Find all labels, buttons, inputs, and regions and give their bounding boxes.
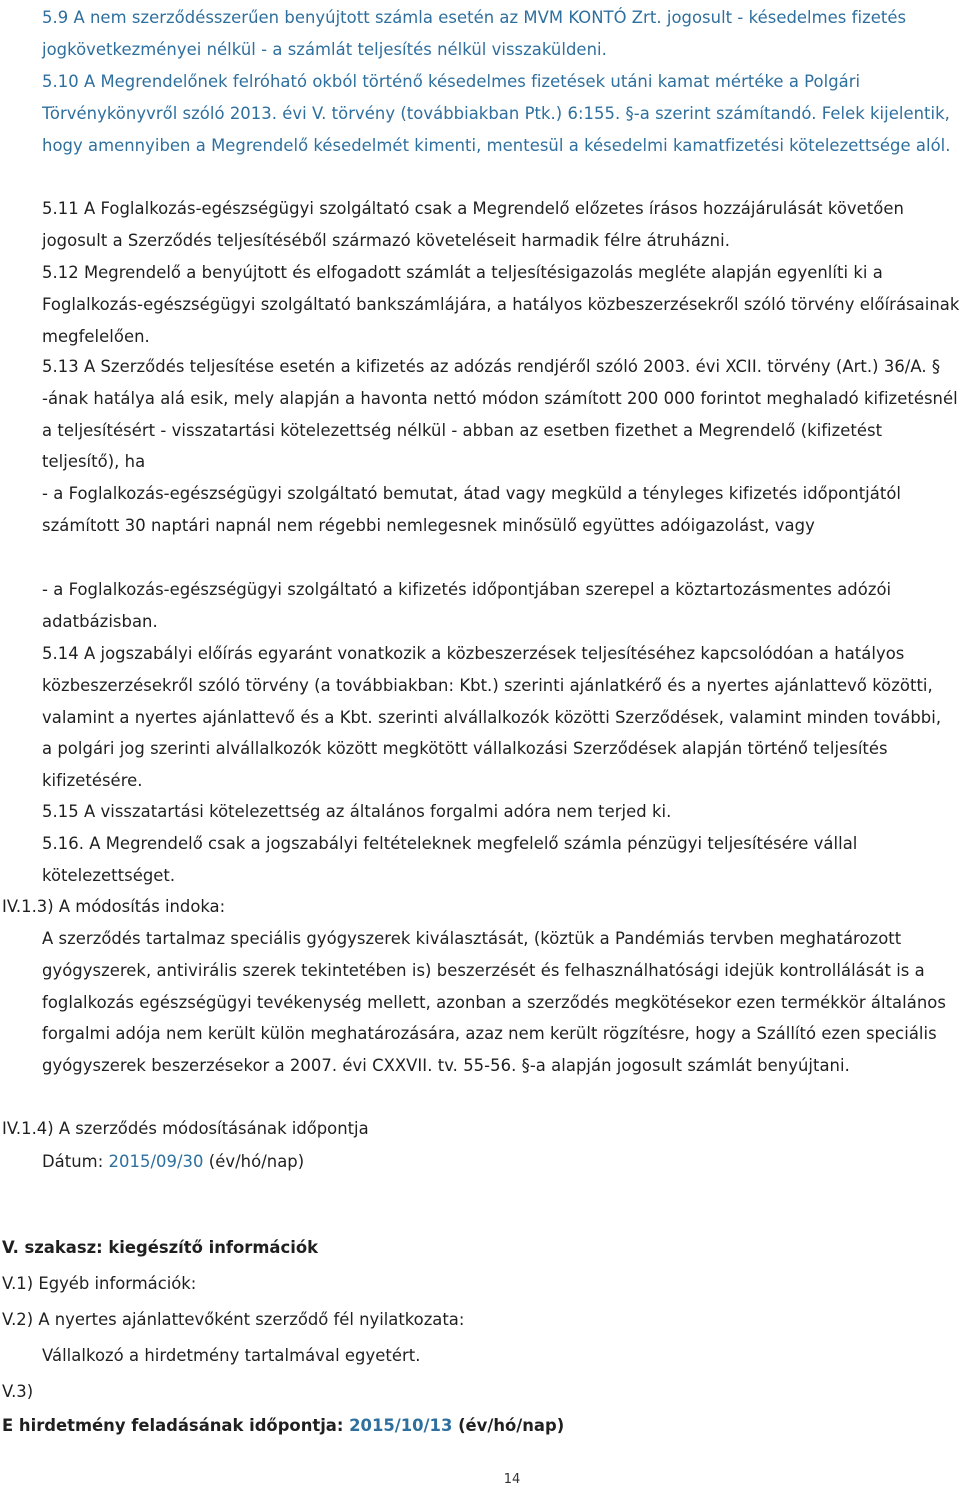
modification-date-line: [42, 1146, 954, 1178]
section-iv-1-4-heading: IV.1.4) A szerződés módosításának időpontja: [2, 1119, 369, 1138]
date-value: 2015/09/30: [108, 1152, 204, 1171]
posting-date-format: (év/hó/nap): [452, 1416, 565, 1435]
section-v-2: V.2) A nyertes ajánlattevőként szerződő fél nyilatkozata:: [2, 1310, 465, 1329]
paragraph-5-11: 5.11 A Foglalkozás-egészségügyi szolgáltató csak a Megrendelő előzetes írásos hozzájárulását követően jogosult a Szerződés teljesítéséből származó követeléseit harmadik félre átruházni.: [42, 199, 904, 250]
paragraph-5-13-item-b: - a Foglalkozás-egészségügyi szolgáltató a kifizetés időpontjában szerepel a köztartozásmentes adózói adatbázisban.: [42, 580, 892, 631]
paragraph-5-15: 5.15 A visszatartási kötelezettség az általános forgalmi adóra nem terjed ki.: [42, 802, 672, 821]
section-v-1: V.1) Egyéb információk:: [2, 1274, 197, 1293]
posting-date-label: E hirdetmény feladásának időpontja:: [2, 1416, 350, 1435]
posting-date-value: 2015/10/13: [349, 1416, 453, 1435]
paragraph-5-16: 5.16. A Megrendelő csak a jogszabályi feltételeknek megfelelő számla pénzügyi teljesítésére vállal kötelezettséget.: [42, 834, 858, 885]
paragraph-5-9: 5.9 A nem szerződésszerűen benyújtott számla esetén az MVM KONTÓ Zrt. jogosult - késedelmes fizetés jogkövetkezményei nélkül - a számlát teljesítés nélkül visszaküldeni.: [42, 8, 907, 59]
paragraph-5-13: 5.13 A Szerződés teljesítése esetén a kifizetés az adózás rendjéről szóló 2003. évi XCII. törvény (Art.) 36/A. § -ának hatálya alá esik, mely alapján a havonta nettó módon számított 200 000 forintot meghaladó kifizetésnél a teljesítésért - visszatartási kötelezettség nélkül - abban az esetben fizethet a Megrendelő (kifizetést teljesítő), ha: [42, 357, 958, 472]
section-v-heading: V. szakasz: kiegészítő információk: [2, 1238, 318, 1257]
paragraph-5-14: 5.14 A jogszabályi előírás egyaránt vonatkozik a közbeszerzések teljesítéséhez kapcsolódóan a hatályos közbeszerzésekről szóló törvény (a továbbiakban: Kbt.) szerinti ajánlatkérő és a nyertes ajánlattevő közötti, valamint a nyertes ajánlattevő és a Kbt. szerinti alvállalkozók közötti Szerződések, valamint minden további, a polgári jog szerinti alvállalkozók között megkötött vállalkozási Szerződések alapján történő teljesítés kifizetésére.: [42, 644, 942, 791]
section-v-2-text: Vállalkozó a hirdetmény tartalmával egyetért.: [42, 1346, 421, 1365]
date-format: (év/hó/nap): [203, 1152, 305, 1171]
page-number: 14: [503, 1472, 521, 1487]
date-label: Dátum:: [42, 1152, 109, 1171]
paragraph-5-13-item-a: - a Foglalkozás-egészségügyi szolgáltató bemutat, átad vagy megküld a tényleges kifizetés időpontjától számított 30 naptári napnál nem régebbi nemlegesnek minősülő együttes adóigazolást, vagy: [42, 484, 902, 535]
paragraph-5-12: 5.12 Megrendelő a benyújtott és elfogadott számlát a teljesítésigazolás megléte alapján egyenlíti ki a Foglalkozás-egészségügyi szolgáltató bankszámlájára, a hatályos közbeszerzésekről szóló törvény előírásainak megfelelően.: [42, 263, 960, 346]
posting-date-line: [2, 1410, 564, 1442]
section-iv-1-3-heading: IV.1.3) A módosítás indoka:: [2, 897, 226, 916]
section-v-3: V.3): [2, 1382, 34, 1401]
section-iv-1-3-text: A szerződés tartalmaz speciális gyógyszerek kiválasztását, (köztük a Pandémiás tervben meghatározott gyógyszerek, antivirális szerek tekintetében is) beszerzését és felhasználhatósági idejük kontrollálását is a foglalkozás egészségügyi tevékenység mellett, azonban a szerződés megkötésekor ezen termékkör általános forgalmi adója nem került külön meghatározására, azaz nem került rögzítésre, hogy a Szállító ezen speciális gyógyszerek beszerzésekor a 2007. évi CXXVII. tv. 55-56. §-a alapján jogosult számlát benyújtani.: [42, 929, 946, 1076]
paragraph-5-10: 5.10 A Megrendelőnek felróható okból történő késedelmes fizetések utáni kamat mértéke a Polgári Törvénykönyvről szóló 2013. évi V. törvény (továbbiakban Ptk.) 6:155. §-a szerint számítandó. Felek kijelentik, hogy amennyiben a Megrendelő késedelmét kimenti, mentesül a késedelmi kamatfizetési kötelezettsége alól.: [42, 72, 951, 155]
